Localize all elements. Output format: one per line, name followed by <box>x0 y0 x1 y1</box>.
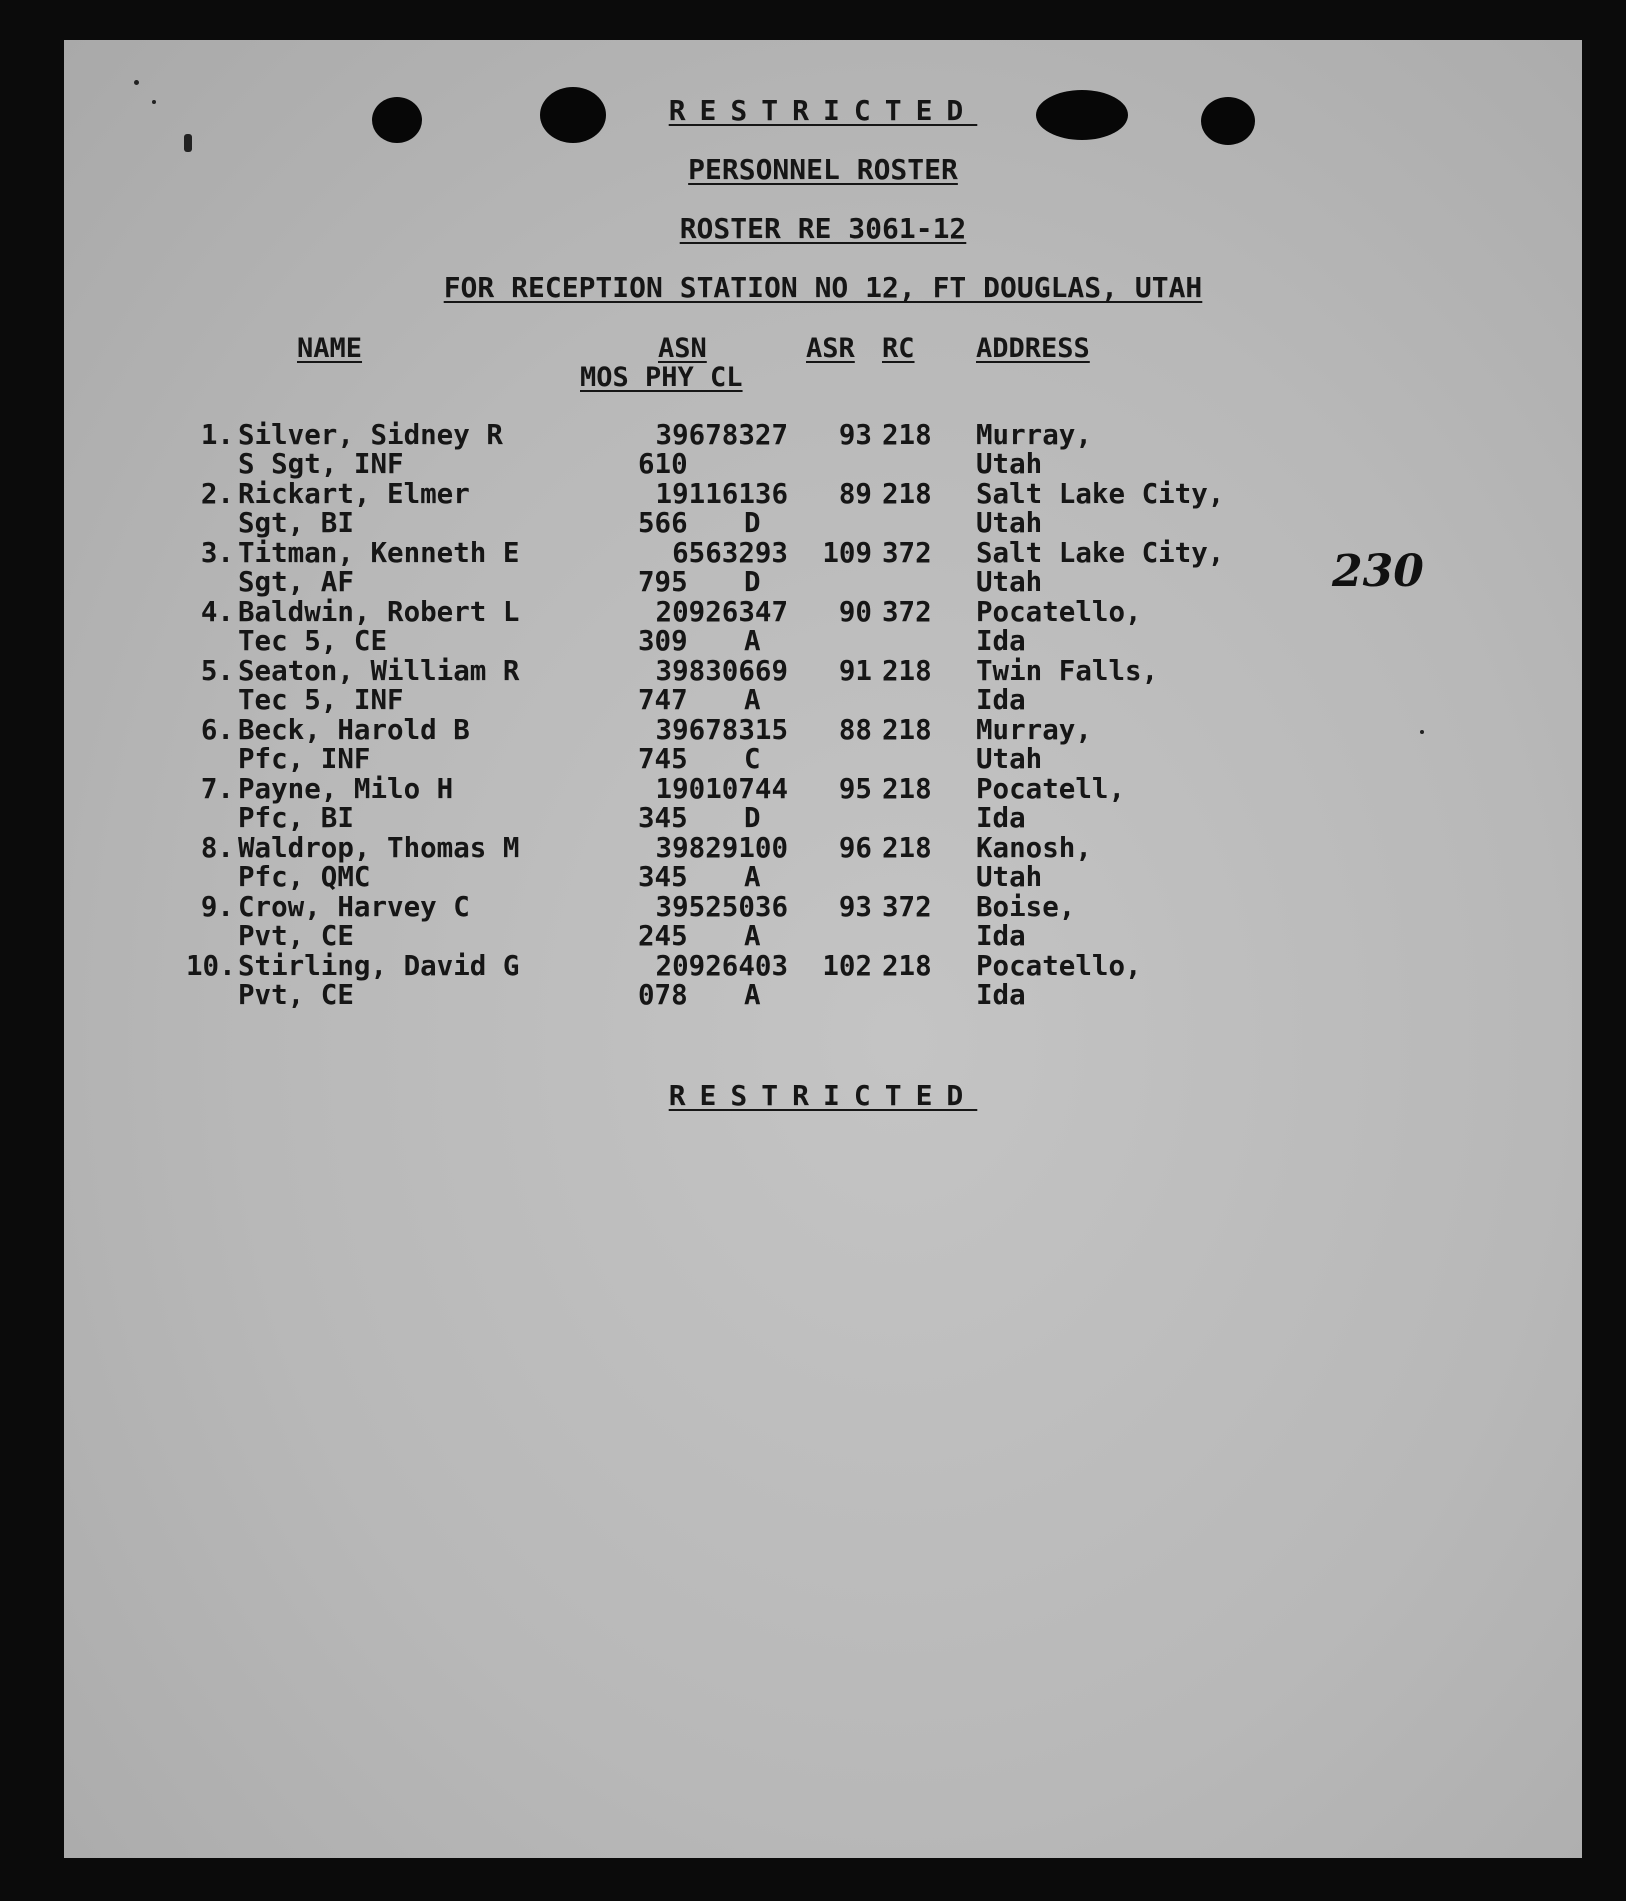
entry-asn: 19116136 <box>655 478 788 510</box>
entry-rc: 218 <box>882 419 932 451</box>
entry-name: Seaton, William R <box>238 655 520 687</box>
document-page <box>64 40 1582 1858</box>
roster-row <box>64 480 1582 538</box>
entry-city: Salt Lake City, <box>976 537 1225 569</box>
entry-state: Ida <box>976 625 1026 657</box>
entry-number: 10. <box>186 950 236 982</box>
entry-number: 8. <box>200 832 234 864</box>
entry-mos: 745 <box>638 743 688 775</box>
roster-row <box>64 657 1582 715</box>
entry-rank: Pfc, BI <box>238 802 354 834</box>
roster-row <box>64 775 1582 833</box>
entry-state: Utah <box>976 507 1043 539</box>
entry-asr: 88 <box>838 714 872 746</box>
entry-asr: 91 <box>838 655 872 687</box>
entry-state: Utah <box>976 743 1043 775</box>
entry-name: Crow, Harvey C <box>238 891 470 923</box>
entry-asr: 93 <box>838 891 872 923</box>
header-asn: ASN <box>658 333 707 364</box>
entry-name: Payne, Milo H <box>238 773 454 805</box>
entry-state: Utah <box>976 861 1043 893</box>
entry-asr: 90 <box>838 596 872 628</box>
entry-phy-cl: A <box>744 979 761 1011</box>
entry-number: 2. <box>200 478 234 510</box>
entry-number: 9. <box>200 891 234 923</box>
entry-rank: Sgt, BI <box>238 507 354 539</box>
entry-phy-cl: A <box>744 625 761 657</box>
entry-mos: 309 <box>638 625 688 657</box>
entry-city: Pocatello, <box>976 596 1142 628</box>
entry-rc: 218 <box>882 714 932 746</box>
entry-rank: S Sgt, INF <box>238 448 404 480</box>
roster-number: ROSTER RE 3061-12 <box>679 212 967 245</box>
entry-number: 6. <box>200 714 234 746</box>
classification-top: RESTRICTED <box>668 94 978 127</box>
entry-rank: Tec 5, CE <box>238 625 388 657</box>
entry-name: Rickart, Elmer <box>238 478 470 510</box>
entry-city: Kanosh, <box>976 832 1092 864</box>
roster-row <box>64 421 1582 479</box>
entry-rank: Sgt, AF <box>238 566 354 598</box>
entry-state: Ida <box>976 802 1026 834</box>
entry-mos: 345 <box>638 802 688 834</box>
entry-phy-cl: A <box>744 920 761 952</box>
entry-name: Stirling, David G <box>238 950 520 982</box>
entry-asn: 39525036 <box>655 891 788 923</box>
entry-rc: 372 <box>882 891 932 923</box>
entry-asn: 39678327 <box>655 419 788 451</box>
document-title: PERSONNEL ROSTER <box>688 153 958 186</box>
entry-phy-cl: D <box>744 507 761 539</box>
entry-rank: Tec 5, INF <box>238 684 404 716</box>
entry-state: Utah <box>976 448 1043 480</box>
entry-phy-cl: C <box>744 743 761 775</box>
entry-number: 4. <box>200 596 234 628</box>
roster-row <box>64 834 1582 892</box>
entry-rank: Pfc, QMC <box>238 861 371 893</box>
speck <box>134 80 139 85</box>
entry-name: Baldwin, Robert L <box>238 596 520 628</box>
entry-city: Salt Lake City, <box>976 478 1225 510</box>
header-mos-phy-cl: MOS PHY CL <box>580 362 743 393</box>
entry-number: 3. <box>200 537 234 569</box>
entry-phy-cl: D <box>744 566 761 598</box>
entry-asr: 96 <box>838 832 872 864</box>
station-heading: FOR RECEPTION STATION NO 12, FT DOUGLAS, UTAH <box>443 271 1203 304</box>
entry-phy-cl: A <box>744 684 761 716</box>
entry-rank: Pvt, CE <box>238 920 354 952</box>
header-address: ADDRESS <box>976 333 1090 364</box>
entry-phy-cl: A <box>744 861 761 893</box>
entry-city: Pocatello, <box>976 950 1142 982</box>
header-name: NAME <box>297 333 363 364</box>
entry-asr: 89 <box>838 478 872 510</box>
entry-city: Murray, <box>976 714 1092 746</box>
entry-phy-cl: D <box>744 802 761 834</box>
entry-number: 5. <box>200 655 234 687</box>
entry-city: Pocatell, <box>976 773 1126 805</box>
entry-mos: 566 <box>638 507 688 539</box>
entry-rc: 218 <box>882 655 932 687</box>
entry-rank: Pvt, CE <box>238 979 354 1011</box>
entry-city: Twin Falls, <box>976 655 1159 687</box>
roster-row <box>64 893 1582 951</box>
entry-mos: 345 <box>638 861 688 893</box>
entry-mos: 078 <box>638 979 688 1011</box>
entry-number: 1. <box>200 419 234 451</box>
entry-name: Titman, Kenneth E <box>238 537 520 569</box>
entry-state: Utah <box>976 566 1043 598</box>
entry-rc: 372 <box>882 596 932 628</box>
entry-asn: 39830669 <box>655 655 788 687</box>
entry-rank: Pfc, INF <box>238 743 371 775</box>
entry-asn: 20926347 <box>655 596 788 628</box>
entry-rc: 218 <box>882 832 932 864</box>
entry-name: Waldrop, Thomas M <box>238 832 520 864</box>
entry-state: Ida <box>976 920 1026 952</box>
entry-asn: 20926403 <box>655 950 788 982</box>
entry-rc: 372 <box>882 537 932 569</box>
entry-name: Silver, Sidney R <box>238 419 503 451</box>
entry-city: Boise, <box>976 891 1076 923</box>
header-asr: ASR <box>806 333 855 364</box>
entry-asn: 6563293 <box>672 537 788 569</box>
entry-asr: 95 <box>838 773 872 805</box>
entry-mos: 747 <box>638 684 688 716</box>
entry-city: Murray, <box>976 419 1092 451</box>
header-rc: RC <box>882 333 915 364</box>
entry-state: Ida <box>976 979 1026 1011</box>
entry-name: Beck, Harold B <box>238 714 470 746</box>
entry-asr: 102 <box>822 950 872 982</box>
entry-rc: 218 <box>882 478 932 510</box>
entry-mos: 610 <box>638 448 688 480</box>
roster-row <box>64 716 1582 774</box>
page-number-stamp: 230 <box>1332 546 1424 597</box>
entry-mos: 245 <box>638 920 688 952</box>
entry-asr: 109 <box>822 537 872 569</box>
classification-bottom: RESTRICTED <box>668 1079 978 1112</box>
entry-asn: 19010744 <box>655 773 788 805</box>
roster-row <box>64 952 1582 1010</box>
entry-mos: 795 <box>638 566 688 598</box>
speck <box>184 134 192 152</box>
entry-asn: 39678315 <box>655 714 788 746</box>
roster-row <box>64 598 1582 656</box>
entry-state: Ida <box>976 684 1026 716</box>
entry-asn: 39829100 <box>655 832 788 864</box>
entry-rc: 218 <box>882 773 932 805</box>
entry-rc: 218 <box>882 950 932 982</box>
entry-asr: 93 <box>838 419 872 451</box>
entry-number: 7. <box>200 773 234 805</box>
